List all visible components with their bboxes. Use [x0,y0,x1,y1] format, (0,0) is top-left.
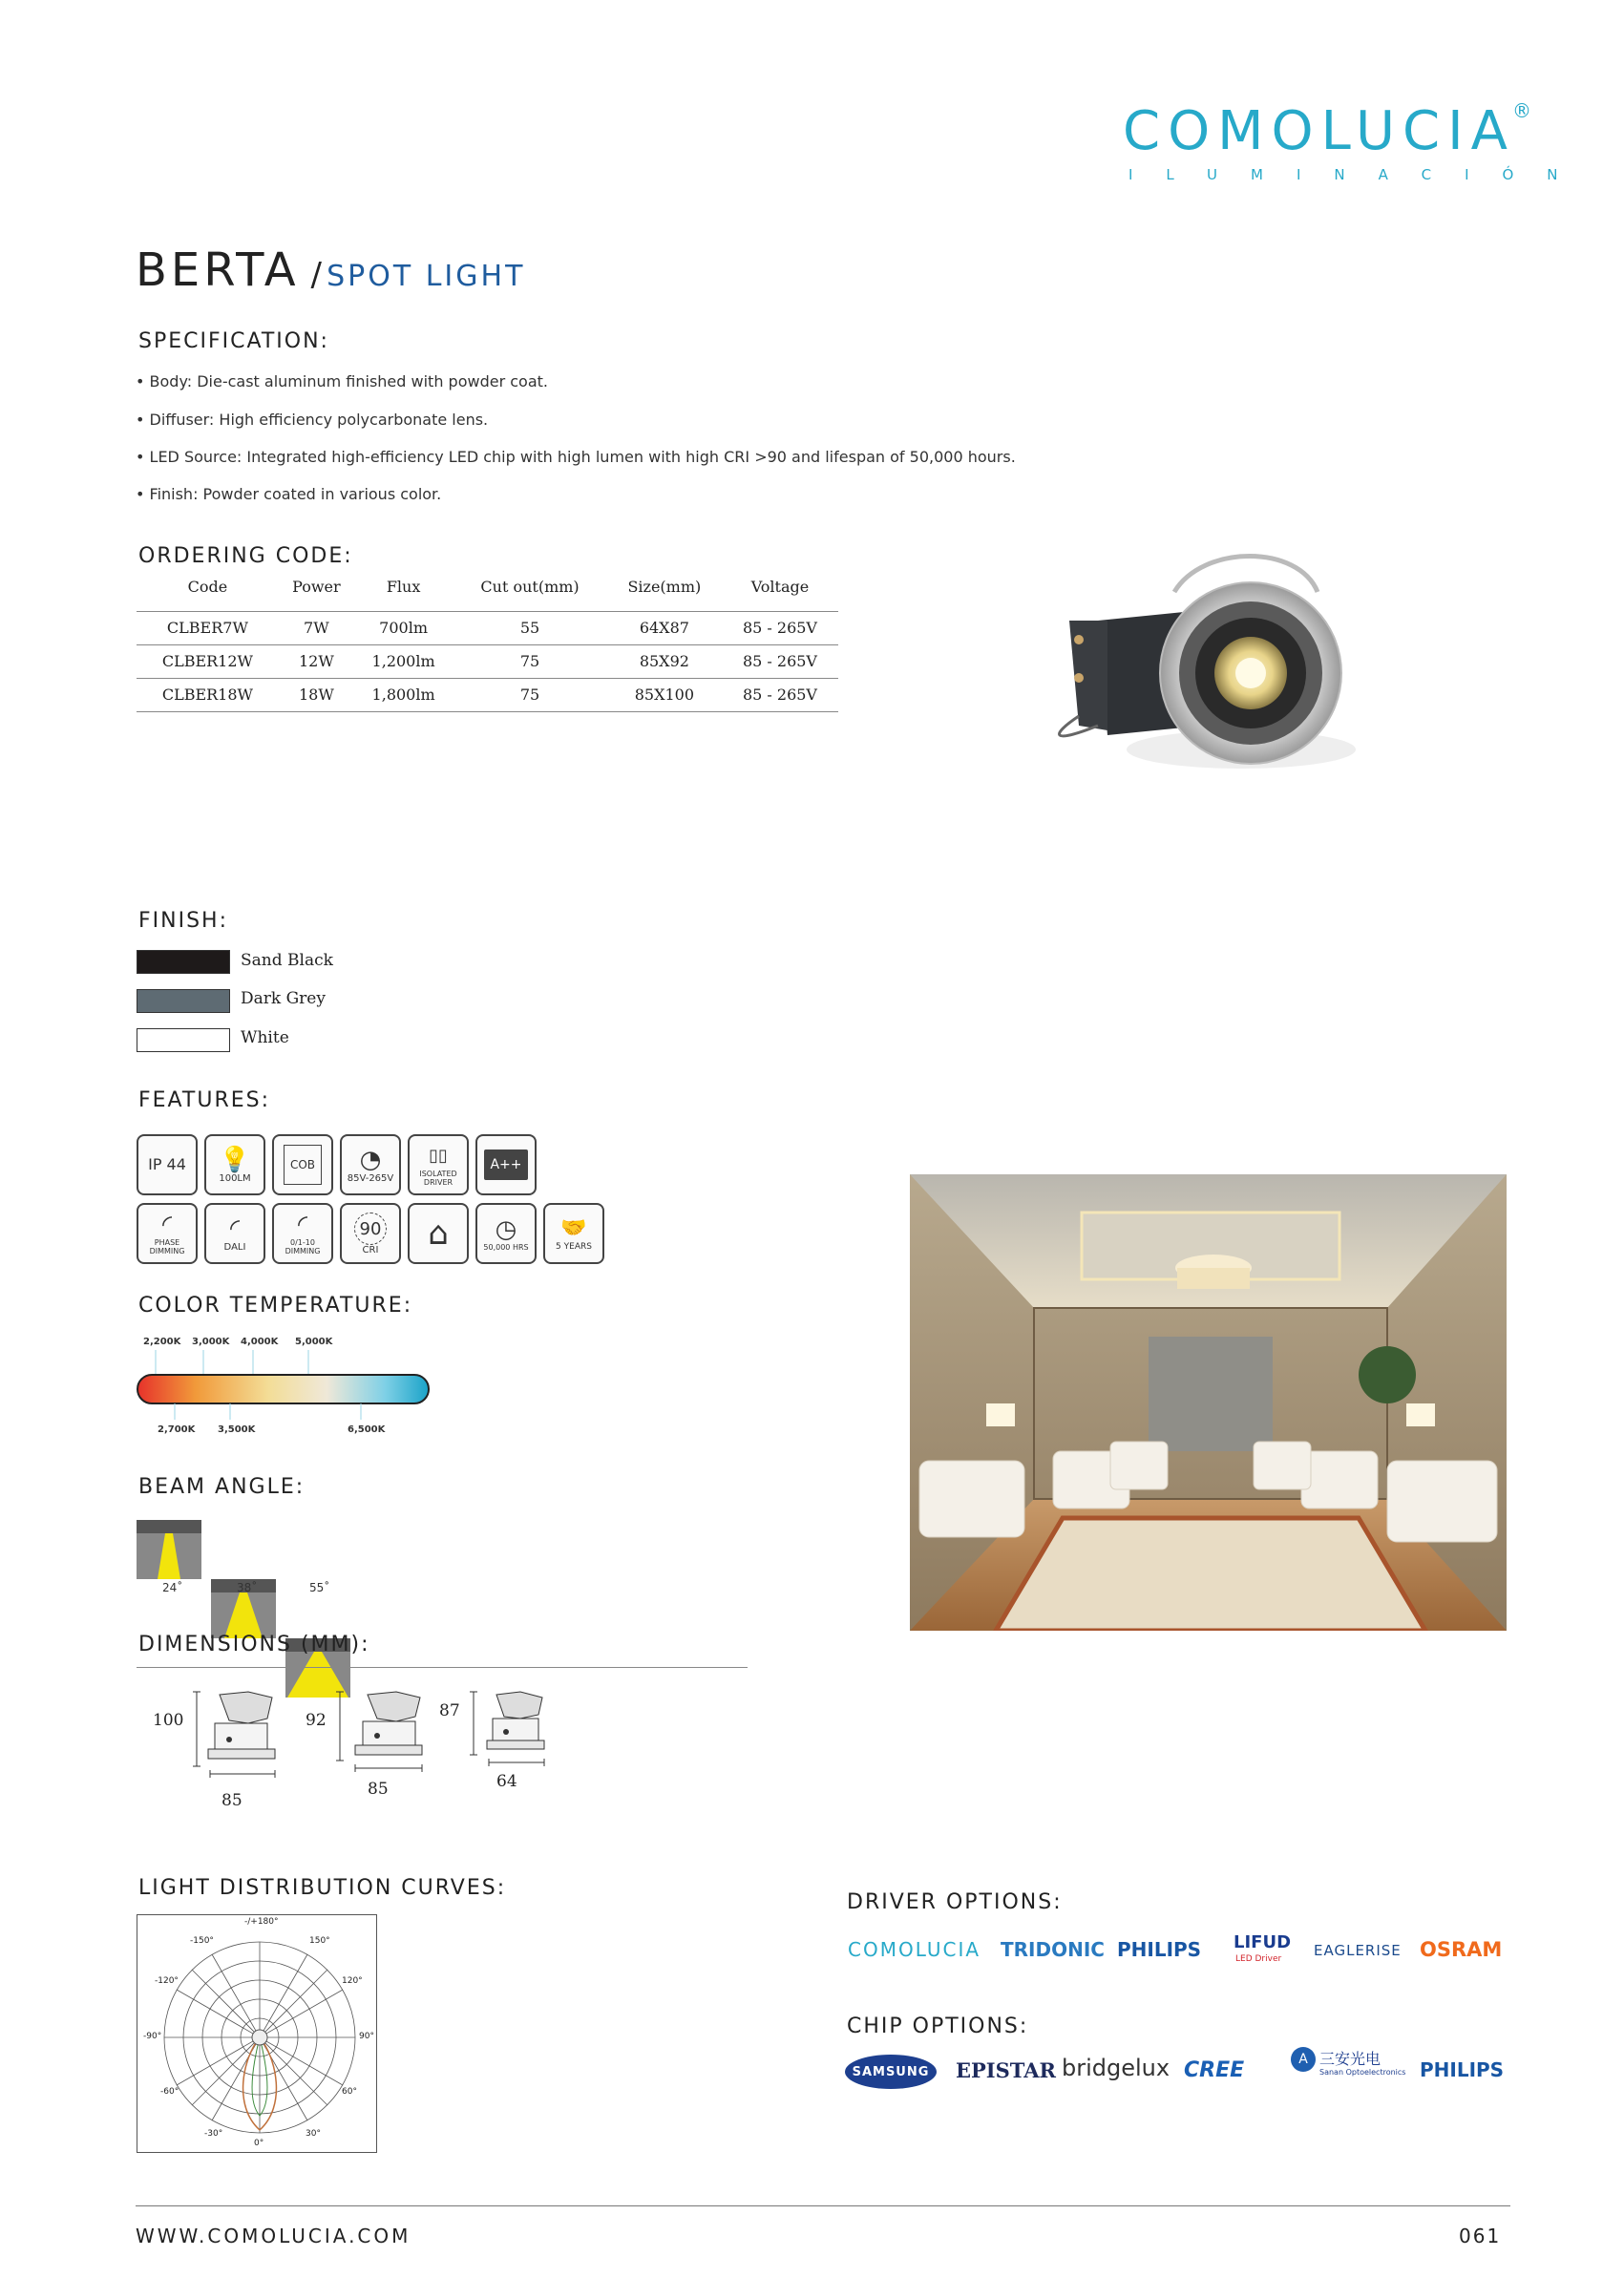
chip-logo-philips: PHILIPS [1420,2058,1505,2081]
cell-flux: 1,200lm [354,644,453,678]
dimensions-heading: DIMENSIONS (MM): [138,1633,370,1656]
features-row-1 [137,1134,537,1195]
voltage-gauge-icon: ◔ 85V-265V [340,1134,401,1195]
polar-label-neg60: -60° [160,2087,179,2097]
energy-class-icon: A++ [475,1134,537,1195]
chip-options-heading: CHIP OPTIONS: [847,2014,1029,2038]
dimming-0-10-icon: ◜ 0/1-10 DIMMING [272,1203,333,1264]
cell-voltage: 85 - 265V [722,611,838,644]
dim-width-1: 85 [221,1791,243,1810]
title-separator: / [310,256,323,294]
polar-label-neg120: -120° [155,1976,179,1986]
dim-height-2: 92 [306,1711,327,1730]
polar-label-180: -/+180° [244,1917,279,1927]
dimension-drawing-1 [191,1680,286,1790]
color-temperature-scale [137,1348,442,1424]
dim-width-2: 85 [368,1780,389,1799]
dimensions-divider [137,1667,748,1668]
ct-label-2200k: 2,200K [143,1337,181,1347]
cell-cutout: 75 [453,644,607,678]
polar-label-60: 60° [342,2087,357,2097]
chip-logo-sanan-sub: Sanan Optoelectronics [1319,2068,1406,2077]
ordering-code-heading: ORDERING CODE: [138,544,353,568]
chip-logo-cree: CREE [1184,2058,1245,2082]
product-name: BERTA [136,243,300,297]
driver-logo-lifud: LIFUD [1234,1932,1292,1952]
column-header-cutout: Cut out(mm) [453,573,607,611]
ct-label-3000k: 3,000K [192,1337,230,1347]
beam-label-24: 24˚ [162,1581,183,1594]
warranty-handshake-icon: 🤝 5 YEARS [543,1203,604,1264]
product-photo [1012,535,1375,831]
features-row-2 [137,1203,604,1264]
cell-code: CLBER18W [137,678,279,711]
cell-voltage: 85 - 265V [722,678,838,711]
beam-24-icon [137,1520,201,1579]
column-header-code: Code [137,573,279,611]
polar-label-neg90: -90° [143,2032,162,2041]
driver-options-heading: DRIVER OPTIONS: [847,1890,1063,1914]
cell-code: CLBER7W [137,611,279,644]
indoor-house-icon: ⌂ [408,1203,469,1264]
table-row [137,678,838,711]
beam-label-38: 38˚ [237,1581,258,1594]
cell-voltage: 85 - 265V [722,644,838,678]
column-header-power: Power [279,573,354,611]
driver-logo-philips: PHILIPS [1117,1938,1202,1961]
cell-size: 85X100 [607,678,722,711]
polar-label-150: 150° [309,1936,330,1946]
phase-dimming-icon: ◜ PHASE DIMMING [137,1203,198,1264]
page-number: 061 [1459,2225,1502,2247]
ordering-table [137,573,838,712]
chip-logo-samsung-badge [845,2055,937,2089]
footer-divider [136,2205,1510,2206]
table-header-row [137,573,838,611]
polar-label-0: 0° [254,2139,264,2148]
light-distribution-heading: LIGHT DISTRIBUTION CURVES: [138,1876,507,1900]
cell-cutout: 55 [453,611,607,644]
product-title [136,243,525,297]
cell-power: 18W [279,678,354,711]
polar-label-90: 90° [359,2032,374,2041]
driver-logo-tridonic: TRIDONIC [1001,1938,1105,1961]
chip-logo-sanan: 三安光电 [1319,2050,1381,2068]
bulb-icon: 💡 100LM [204,1134,265,1195]
cell-power: 12W [279,644,354,678]
dim-width-3: 64 [496,1772,517,1791]
ct-label-6500k: 6,500K [348,1424,386,1435]
features-heading: FEATURES: [138,1088,271,1112]
dimension-drawing-2 [334,1680,439,1776]
logo-wordmark: COMOLUCIA [1123,100,1515,162]
footer-website-link[interactable]: WWW.COMOLUCIA.COM [136,2225,411,2247]
spec-finish: • Finish: Powder coated in various color. [136,485,442,503]
brand-logo [1123,99,1592,191]
dimension-drawing-3 [468,1680,563,1771]
color-temperature-heading: COLOR TEMPERATURE: [138,1294,413,1318]
registered-mark: ® [1512,99,1531,122]
logo-subtitle: ILUMINACIÓN [1128,166,1592,183]
finish-label-sand-black: Sand Black [241,951,333,970]
specification-heading: SPECIFICATION: [138,329,329,353]
sanan-icon: A [1291,2047,1316,2072]
table-row [137,611,838,644]
table-row [137,644,838,678]
cell-code: CLBER12W [137,644,279,678]
chip-logo-samsung: SAMSUNG [852,2064,930,2079]
spec-led-source: • LED Source: Integrated high-efficiency LED chip with high lumen with high CRI >90 and lifespan of 50,000 hours. [136,448,1016,466]
cell-size: 85X92 [607,644,722,678]
dim-height-1: 100 [153,1711,184,1730]
column-header-voltage: Voltage [722,573,838,611]
chip-logo-bridgelux: bridgelux [1062,2055,1171,2081]
cri-icon: 90 CRI [340,1203,401,1264]
finish-label-dark-grey: Dark Grey [241,989,326,1008]
ip44-icon: IP 44 [137,1134,198,1195]
driver-logo-comolucia: COMOLUCIA [848,1938,981,1961]
column-header-size: Size(mm) [607,573,722,611]
finish-swatch-white [137,1028,230,1052]
column-header-flux: Flux [354,573,453,611]
product-type: SPOT LIGHT [327,260,526,293]
cob-chip-icon: COB [272,1134,333,1195]
polar-label-30: 30° [306,2129,321,2139]
cell-cutout: 75 [453,678,607,711]
cell-flux: 1,800lm [354,678,453,711]
interior-room-photo [910,1174,1507,1631]
driver-logo-osram: OSRAM [1420,1938,1503,1961]
chip-logo-epistar: EPISTAR [956,2058,1057,2082]
ct-label-2700k: 2,700K [158,1424,196,1435]
spec-body: • Body: Die-cast aluminum finished with powder coat. [136,372,548,390]
dali-icon: ◜ DALI [204,1203,265,1264]
polar-label-neg150: -150° [190,1936,214,1946]
polar-label-120: 120° [342,1976,363,1986]
finish-heading: FINISH: [138,909,229,933]
cell-flux: 700lm [354,611,453,644]
driver-logo-lifud-sub: LED Driver [1235,1954,1282,1964]
finish-swatch-sand-black [137,950,230,974]
polar-label-neg30: -30° [204,2129,223,2139]
ct-label-5000k: 5,000K [295,1337,333,1347]
beam-label-55: 55˚ [309,1581,330,1594]
finish-label-white: White [241,1028,289,1047]
cell-power: 7W [279,611,354,644]
spec-diffuser: • Diffuser: High efficiency polycarbonate lens. [136,411,489,429]
ct-label-3500k: 3,500K [218,1424,256,1435]
isolated-driver-icon: ▯▯ ISOLATED DRIVER [408,1134,469,1195]
dim-height-3: 87 [439,1701,460,1720]
driver-logo-eaglerise: EAGLERISE [1314,1942,1402,1959]
cell-size: 64X87 [607,611,722,644]
beam-angle-heading: BEAM ANGLE: [138,1475,306,1499]
ct-label-4000k: 4,000K [241,1337,279,1347]
finish-swatch-dark-grey [137,989,230,1013]
lifespan-clock-icon: ◷ 50,000 HRS [475,1203,537,1264]
polar-diagram [137,1914,377,2153]
